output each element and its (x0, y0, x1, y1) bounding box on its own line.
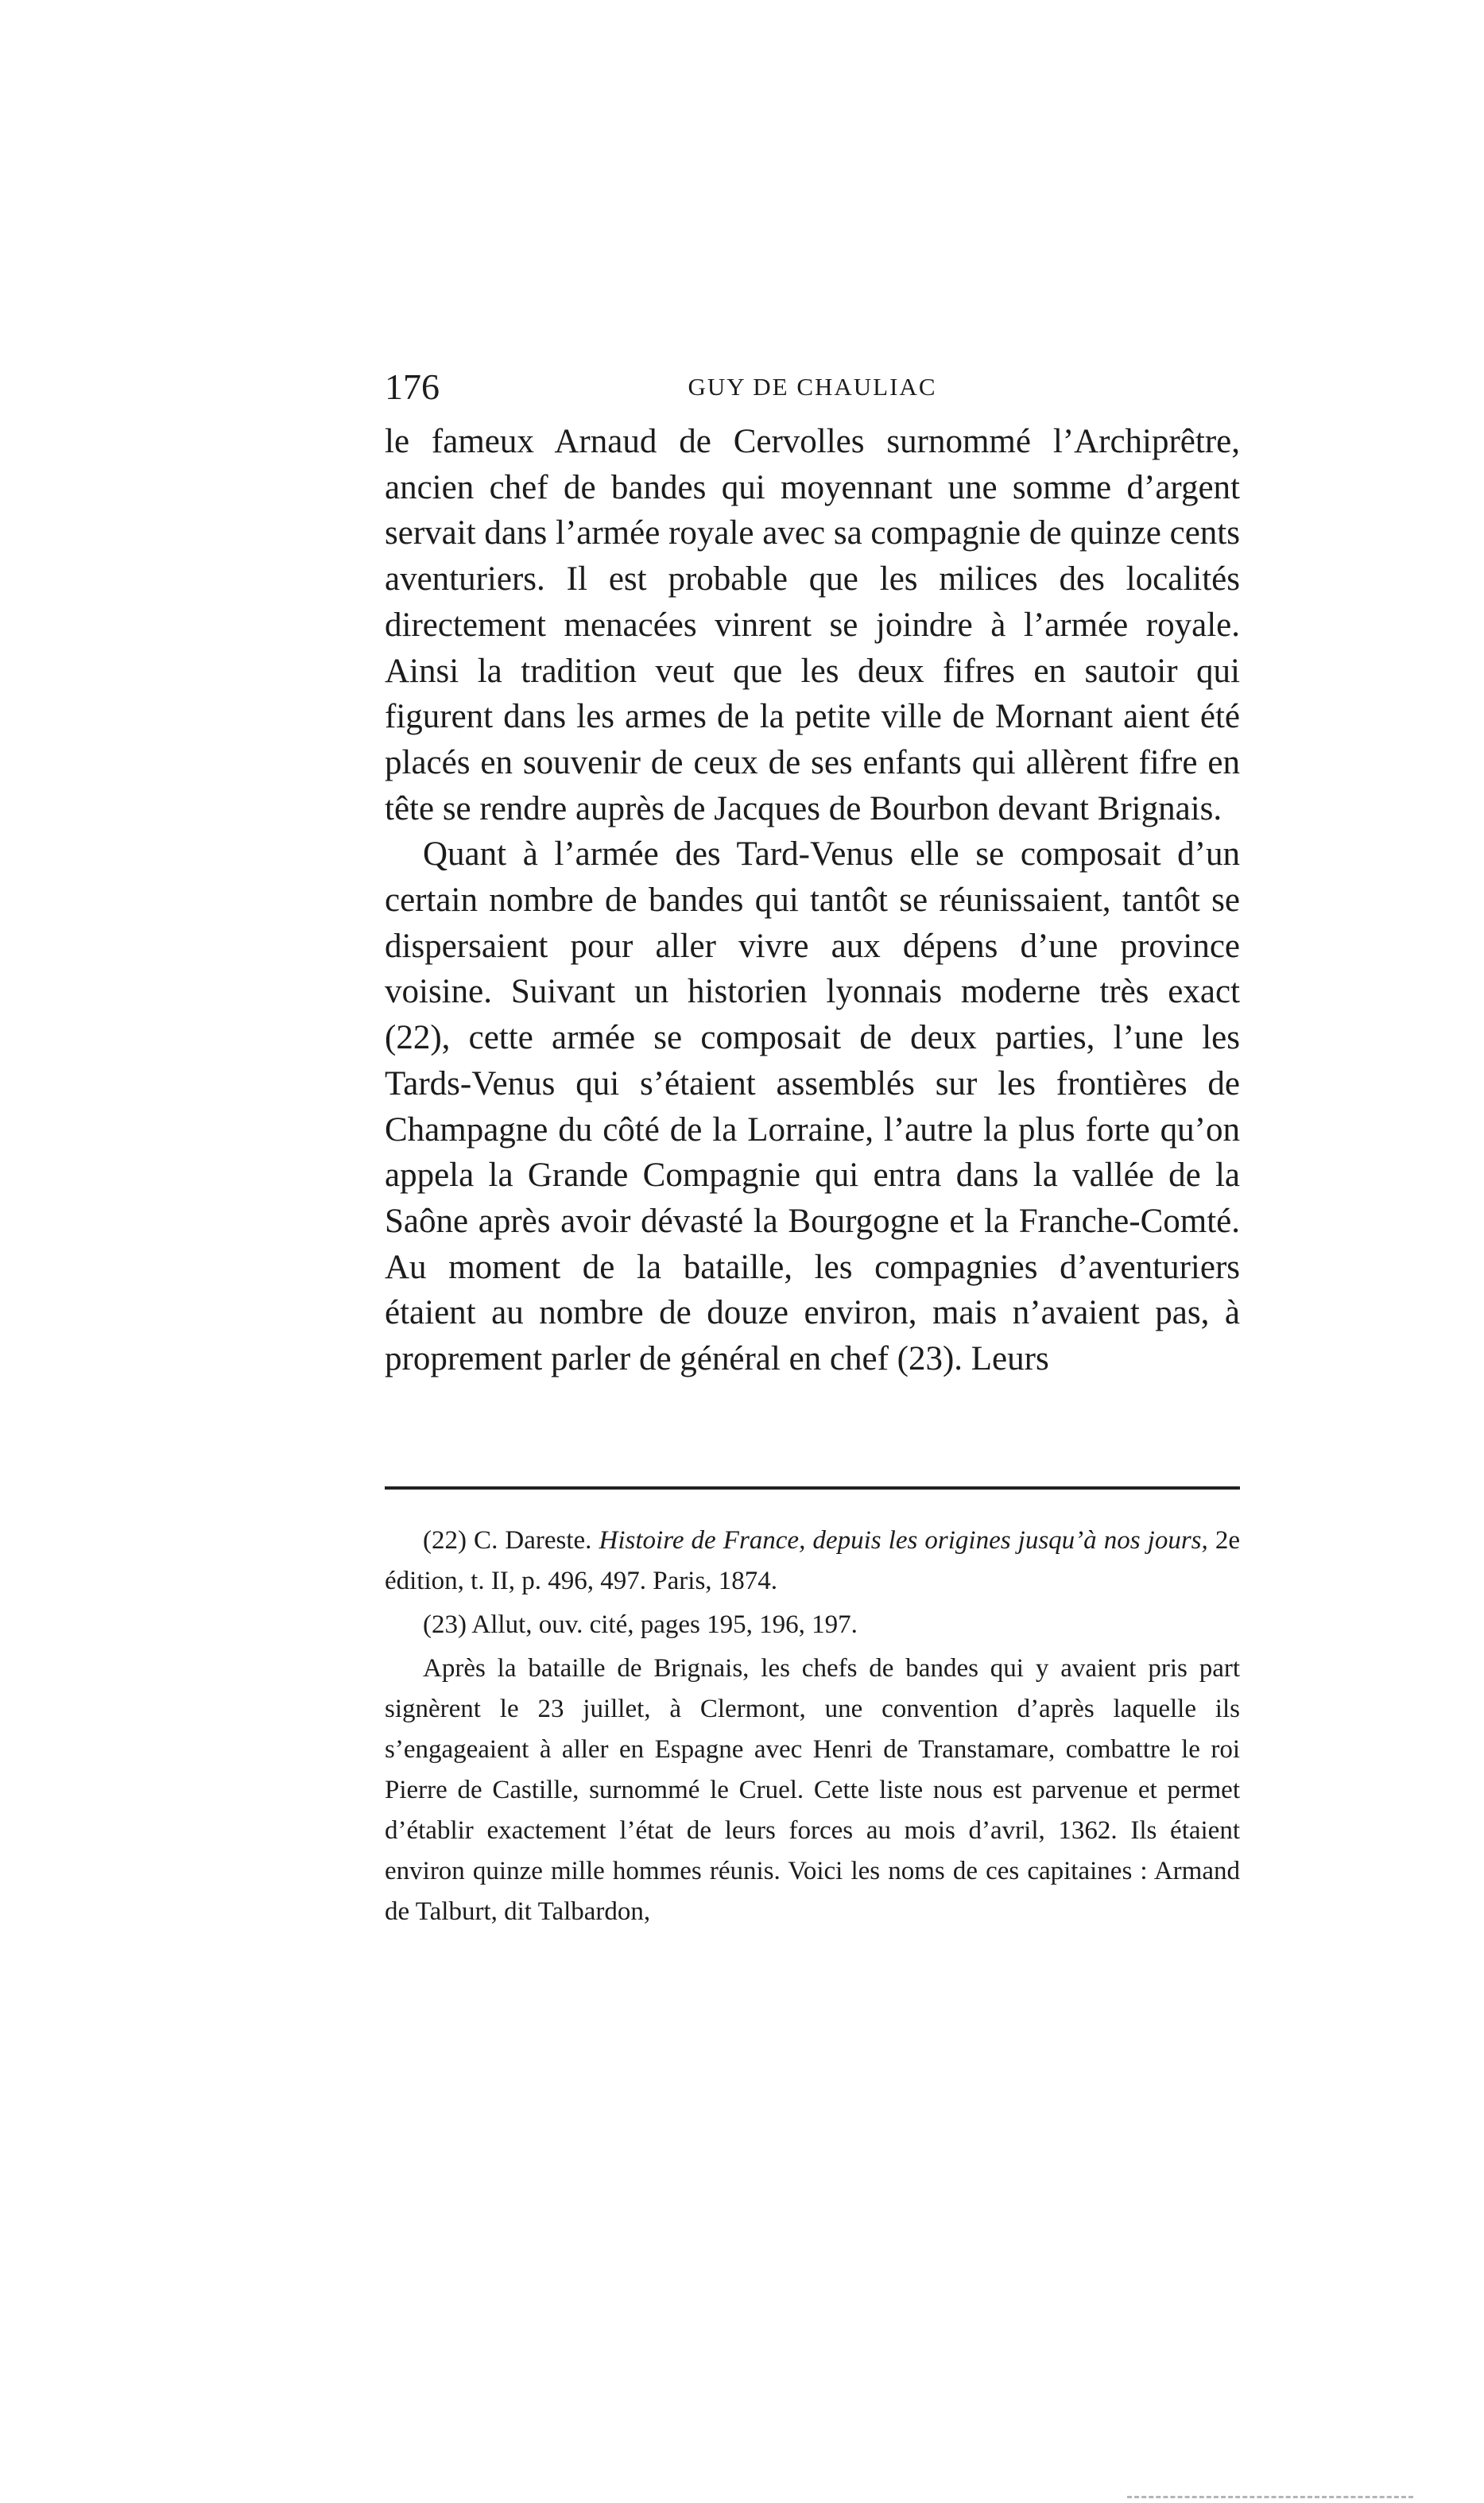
footnote-22-title: Histoire de France, depuis les origines jusqu’à nos jours, (599, 1526, 1208, 1555)
footnotes (385, 1521, 1240, 1932)
footnote-divider (385, 1486, 1240, 1490)
paragraph-2: Quant à l’armée des Tard-Venus elle se composait d’un certain nombre de bandes qui tantôt se réunissaient, tantôt se dispersaient pour aller vivre aux dépens d’une province voisine. Suivant un historien lyonnais moderne très exact (22), cette armée se composait de deux parties, l’une les Tards-Venus qui s’étaient assemblés sur les frontières de Champagne du côté de la Lorraine, l’autre la plus forte qu’on appela la Grande Compagnie qui entra dans la vallée de la Saône après avoir dévasté la Bourgogne et la Franche-Comté. Au moment de la bataille, les compagnies d’aventuriers étaient au nombre de douze environ, mais n’avaient pas, à proprement parler de général en chef (23). Leurs (385, 835, 1240, 1378)
running-title: GUY DE CHAULIAC (688, 373, 937, 401)
footnote-22 (385, 1521, 1240, 1602)
footnote-22-suffix: 2e édition, t. II, p. 496, 497. Paris, 1874. (385, 1526, 1241, 1595)
body-text (385, 419, 1240, 1382)
scan-edge-mark (1127, 2496, 1413, 2498)
paragraph-1: le fameux Arnaud de Cervolles surnommé l’Archiprêtre, ancien chef de bandes qui moyennant une somme d’argent servait dans l’armée royale avec sa compagnie de quinze cents aventuriers. Il est probable que les milices des localités directement menacées vinrent se joindre à l’armée royale. Ainsi la tradition veut que les deux fifres en sautoir qui figurent dans les armes de la petite ville de Mornant aient été placés en souvenir de ceux de ses enfants qui allèrent fifre en tête se rendre auprès de Jacques de Bourbon devant Brignais. (385, 423, 1240, 827)
page-number: 176 (385, 366, 440, 407)
footnote-23: (23) Allut, ouv. cité, pages 195, 196, 197. (423, 1610, 858, 1639)
page-header (385, 359, 1240, 415)
footnote-22-prefix: (22) C. Dareste. (423, 1526, 592, 1555)
footnote-23-continuation: Après la bataille de Brignais, les chefs de bandes qui y avaient pris part signèrent le 23 juillet, à Clermont, une convention d’après laquelle ils s’engageaient à aller en Espagne avec Henri de Transtamare, combattre le roi Pierre de Castille, surnommé le Cruel. Cette liste nous est parvenue et permet d’établir exactement l’état de leurs forces au mois d’avril, 1362. Ils étaient environ quinze mille hommes réunis. Voici les noms de ces capitaines : Armand de Talburt, dit Talbardon, (385, 1654, 1240, 1926)
